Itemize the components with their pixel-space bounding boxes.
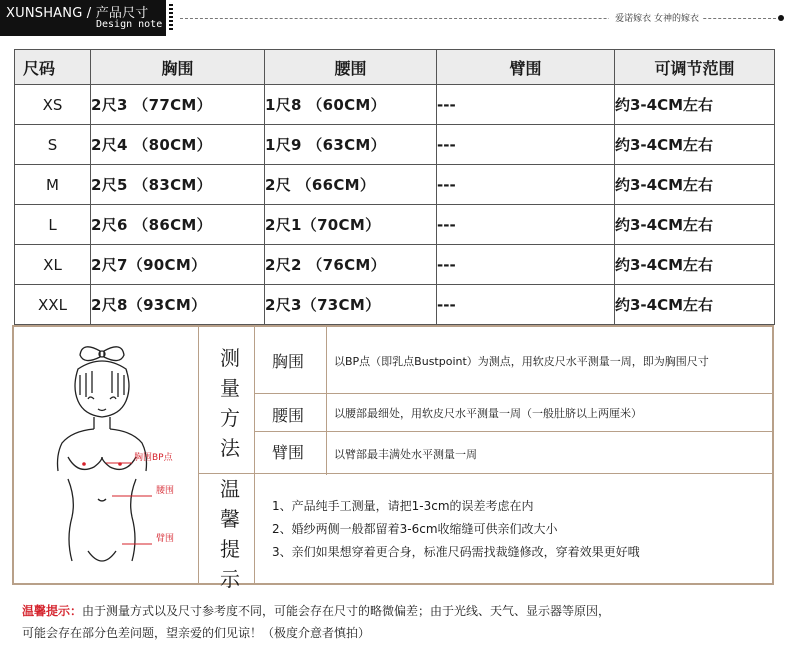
tips-heading [208, 474, 252, 594]
size-table [14, 49, 775, 325]
tip-line-1: 由于测量方式以及尺寸参考度不同，可能会存在尺寸的略微偏差；由于光线、天气、显示器等原因， [82, 604, 611, 618]
bp-point-icon [118, 462, 122, 466]
size-table-header-row [15, 50, 775, 85]
cell-arm: --- [437, 245, 615, 285]
cell-arm: --- [437, 165, 615, 205]
table-row [15, 285, 775, 325]
cell-waist: 2尺1（70CM） [265, 205, 437, 245]
header-arm: 臂围 [437, 50, 615, 85]
divider-horizontal [198, 473, 772, 474]
divider-vertical [198, 327, 199, 583]
brand-subtitle: Design note [96, 19, 163, 30]
cell-bust: 2尺6 （86CM） [91, 205, 265, 245]
header-bust: 胸围 [91, 50, 265, 85]
body-figure-illustration [22, 339, 192, 575]
cell-waist: 1尺8 （60CM） [265, 85, 437, 125]
brand-title: XUNSHANG / 产品尺寸 [6, 6, 149, 21]
cell-size: XXL [15, 285, 91, 325]
cell-bust: 2尺4 （80CM） [91, 125, 265, 165]
bp-point-icon [82, 462, 86, 466]
measure-desc-waist: 以腰部最细处，用软皮尺水平测量一周（一般肚脐以上两厘米） [334, 407, 642, 420]
tip-label: 温馨提示： [22, 604, 83, 618]
divider-vertical [326, 327, 327, 475]
bottom-tip [22, 600, 782, 644]
page-header [0, 0, 790, 36]
tips-char: 馨 [220, 507, 240, 531]
note-item: 1、产品纯手工测量，请把1-3cm的误差考虑在内 [272, 499, 534, 513]
note-item: 2、婚纱两侧一般都留着3-6cm收缩缝可供亲们改大小 [272, 522, 558, 536]
cell-arm: --- [437, 85, 615, 125]
tips-char: 提 [220, 537, 240, 561]
cell-bust: 2尺8（93CM） [91, 285, 265, 325]
table-row [15, 205, 775, 245]
cell-size: M [15, 165, 91, 205]
cell-size: L [15, 205, 91, 245]
divider-vertical [254, 327, 255, 583]
table-row [15, 125, 775, 165]
cell-bust: 2尺3 （77CM） [91, 85, 265, 125]
header-slogan: 爱诺嫁衣 女神的嫁衣 [609, 11, 702, 24]
brand-divider-mark [169, 4, 173, 32]
figure-label-bust: 胸围BP点 [134, 453, 173, 463]
cell-size: XL [15, 245, 91, 285]
tip-line-2: 可能会存在部分色差问题，望亲爱的们见谅！（极度介意者慎拍） [22, 626, 371, 640]
measure-name-bust: 胸围 [271, 352, 304, 371]
header-dot-icon [778, 15, 784, 21]
notes-list [272, 495, 640, 564]
cell-waist: 2尺2 （76CM） [265, 245, 437, 285]
cell-adjust: 约3-4CM左右 [615, 205, 775, 245]
table-row [15, 85, 775, 125]
cell-arm: --- [437, 125, 615, 165]
figure-label-waist: 腰围 [156, 486, 175, 496]
table-row [15, 165, 775, 205]
header-waist: 腰围 [265, 50, 437, 85]
measure-desc-bust: 以BP点（即乳点Bustpoint）为测点，用软皮尺水平测量一周，即为胸围尺寸 [334, 355, 709, 368]
measure-desc-arm: 以臂部最丰满处水平测量一周 [334, 448, 477, 461]
method-char: 方 [220, 406, 240, 430]
cell-adjust: 约3-4CM左右 [615, 165, 775, 205]
cell-size: S [15, 125, 91, 165]
header-adjust: 可调节范围 [615, 50, 775, 85]
cell-adjust: 约3-4CM左右 [615, 125, 775, 165]
divider-horizontal [254, 393, 772, 394]
table-row [15, 245, 775, 285]
cell-bust: 2尺5 （83CM） [91, 165, 265, 205]
method-heading [208, 343, 252, 463]
cell-adjust: 约3-4CM左右 [615, 245, 775, 285]
cell-adjust: 约3-4CM左右 [615, 85, 775, 125]
cell-adjust: 约3-4CM左右 [615, 285, 775, 325]
method-char: 法 [220, 436, 240, 460]
tips-char: 示 [220, 567, 240, 591]
cell-bust: 2尺7（90CM） [91, 245, 265, 285]
measure-name-arm: 臂围 [271, 443, 304, 462]
cell-waist: 2尺 （66CM） [265, 165, 437, 205]
note-item: 3、亲们如果想穿着更合身，标准尺码需找裁缝修改，穿着效果更好哦 [272, 545, 640, 559]
brand-block [0, 0, 166, 36]
cell-arm: --- [437, 285, 615, 325]
tips-char: 温 [220, 477, 240, 501]
cell-size: XS [15, 85, 91, 125]
figure-label-arm: 臂围 [156, 534, 175, 544]
method-char: 量 [220, 376, 240, 400]
cell-waist: 1尺9 （63CM） [265, 125, 437, 165]
header-size: 尺码 [15, 50, 91, 85]
measure-name-waist: 腰围 [271, 406, 304, 425]
cell-waist: 2尺3（73CM） [265, 285, 437, 325]
cell-arm: --- [437, 205, 615, 245]
divider-horizontal [254, 431, 772, 432]
method-char: 测 [220, 346, 240, 370]
